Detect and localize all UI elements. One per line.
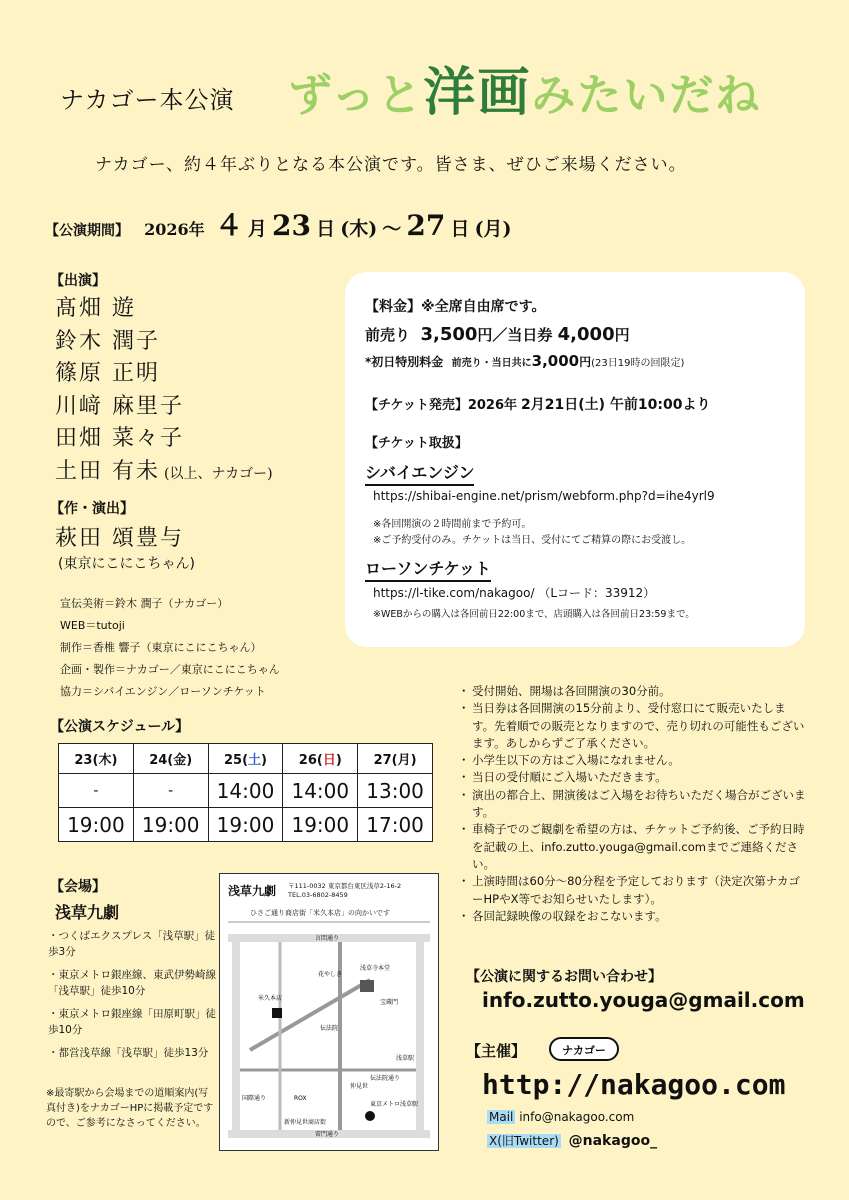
map-heading: 浅草九劇: [228, 884, 277, 898]
period-start-dow: (木): [340, 218, 378, 240]
cast-label: 【出演】: [50, 273, 106, 289]
map-shop-label: 花やしき: [318, 971, 343, 978]
vendor-shibai-engine: シバイエンジン: [365, 460, 474, 486]
map-note: ひさご通り商店街「米久本店」の向かいです: [250, 909, 390, 917]
nakagoo-logo: [548, 1034, 620, 1068]
price-line: 前売り 3,500円／当日券 4,000円: [365, 324, 630, 345]
director-name: 萩田 頌豊与: [55, 526, 184, 551]
schedule-cell: 19:00: [208, 808, 283, 842]
map-station-marker: [365, 1111, 375, 1121]
staff-credits: [60, 593, 280, 703]
staff-credit: 宣伝美術＝鈴木 潤子（ナカゴー）: [60, 597, 229, 610]
period-end-dow: (月): [474, 218, 512, 240]
staff-credit: 企画・製作＝ナカゴー／東京にこにこちゃん: [60, 663, 280, 676]
schedule-day-header: 27(月): [358, 744, 433, 774]
director-label: 【作・演出】: [50, 501, 134, 517]
special-price-line: *初日特別料金 前売り・当日共に3,000円(23日19時の回限定): [365, 352, 685, 370]
map-shop-label: 伝法院通り: [370, 1075, 401, 1082]
schedule-day-header: 26(日): [283, 744, 358, 774]
vendor-note: ※WEBからの購入は各回前日22:00まで、店頭購入は各回前日23:59まで。: [373, 609, 695, 620]
map-road-right-label: 浅草駅: [396, 1055, 415, 1062]
schedule-day-header: 24(金): [133, 744, 208, 774]
cast-member: 川﨑 麻里子: [55, 393, 184, 419]
note-item: ・ 演出の都合上、開演後はご入場をお待ちいただく場合がございます。: [462, 787, 807, 822]
period-end-day: 27: [406, 209, 446, 242]
note-item: ・ 当日の受付順にご入場いただきます。: [462, 769, 807, 786]
title-big2: 画: [477, 63, 532, 123]
note-item: ・ 上演時間は60分～80分程を予定しております（決定次第ナカゴーHPやX等でお知らせいたします）。: [462, 873, 807, 908]
x-row: [487, 1132, 657, 1149]
vendor-lawson-ticket: ローソンチケット: [365, 556, 491, 582]
map-shop-label: 東京メトロ浅草駅: [370, 1101, 419, 1108]
map-shop-label: 米久本店: [258, 995, 283, 1002]
title-big1: 洋: [423, 63, 478, 123]
map-temple-block: [360, 980, 374, 992]
presale-price: 3,500: [420, 324, 478, 345]
mail-label: Mail: [489, 1110, 514, 1124]
period-day-unit-1: 日: [316, 218, 336, 240]
website-link[interactable]: http://nakagoo.com: [482, 1068, 786, 1101]
map-venue-marker: [272, 1008, 282, 1018]
map-address: 〒111-0032 東京都台東区浅草2-16-2 TEL.03-6802-8459: [288, 882, 402, 899]
period-day-unit-2: 日: [450, 218, 470, 240]
cast-note: (以上、ナカゴー): [164, 465, 273, 482]
schedule-row: [59, 774, 433, 808]
svg-text:ナカゴー: ナカゴー: [562, 1044, 606, 1057]
schedule-table: [58, 743, 433, 842]
staff-credit: 制作＝香椎 響子（東京にこにこちゃん）: [60, 641, 262, 654]
contact-email-link[interactable]: info.zutto.youga@gmail.com: [482, 988, 805, 1012]
x-handle-link[interactable]: @nakagoo_: [568, 1133, 658, 1149]
vendor-shibai-engine-link[interactable]: https://shibai-engine.net/prism/webform.php?d=ihe4yrl9: [373, 489, 715, 503]
mail-row: [487, 1110, 634, 1124]
access-item: ・都営浅草線「浅草駅」徒歩13分: [48, 1047, 209, 1059]
special-price: 3,000: [531, 352, 580, 370]
period-month-unit: 月: [247, 218, 267, 240]
cast-member: 篠原 正明: [55, 361, 160, 387]
cast-member: 田畑 菜々子: [55, 426, 184, 452]
note-item: ・ 当日券は各回開演の15分前より、受付窓口にて販売いたします。先着順での販売となりますので、売り切れの可能性もございます。あしからずご了承ください。: [462, 700, 807, 752]
map-road-bottom-label: 雷門通り: [315, 1131, 340, 1138]
note-item: ・ 車椅子でのご観劇を希望の方は、チケットご予約後、ご予約日時を記載の上、info.zutto.youga@gmail.comまでご連絡ください。: [462, 821, 807, 873]
map-road-left: [232, 942, 240, 1130]
schedule-cell: 19:00: [133, 808, 208, 842]
company-subtitle: ナカゴー本公演: [60, 86, 235, 114]
venue-name: 浅草九劇: [55, 903, 120, 922]
price-heading: 【料金】※全席自由席です。: [365, 299, 546, 315]
schedule-cell: 14:00: [208, 774, 283, 808]
schedule-cell: 14:00: [283, 774, 358, 808]
venue-map: [219, 873, 439, 1151]
staff-credit: 協力＝シバイエンジン／ローソンチケット: [60, 685, 266, 698]
map-shop-label: 仲見世: [350, 1083, 369, 1090]
schedule-cell: 19:00: [283, 808, 358, 842]
schedule-cell: -: [133, 774, 208, 808]
note-item: ・ 受付開始、開場は各回開演の30分前。: [462, 683, 807, 700]
ticket-handler-label: 【チケット取扱】: [365, 436, 468, 451]
cast-list: [55, 293, 273, 491]
access-list: [48, 928, 218, 1068]
schedule-header-row: [59, 744, 433, 774]
title-part1: ずっと: [288, 70, 424, 121]
schedule-row: [59, 808, 433, 842]
access-item: ・つくばエクスプレス「浅草駅」徒歩3分: [48, 930, 216, 958]
period-tilde: ～: [382, 218, 402, 240]
logo-icon: [548, 1034, 620, 1064]
schedule-cell: 19:00: [59, 808, 134, 842]
notes-list: [462, 683, 807, 925]
schedule-cell: 13:00: [358, 774, 433, 808]
host-label: 【主催】: [466, 1042, 527, 1060]
director-affiliation: (東京にこにこちゃん): [58, 556, 195, 572]
contact-label: 【公演に関するお問い合わせ】: [466, 969, 662, 985]
note-item: ・ 各回記録映像の収録をおこないます。: [462, 908, 807, 925]
map-road-left-label: 国際通り: [242, 1095, 267, 1102]
mail-link[interactable]: info@nakagoo.com: [519, 1110, 635, 1124]
access-note: ※最寄駅から会場までの道順案内(写真付き)をナカゴーHPに掲載予定ですので、ご参考になさってください。: [46, 1088, 214, 1129]
note-item: ・ 小学生以下の方はご入場になれません。: [462, 752, 807, 769]
x-label: X(旧Twitter): [489, 1134, 559, 1148]
performance-period: [45, 204, 512, 244]
venue-label: 【会場】: [50, 879, 106, 895]
cast-member: 土田 有未 (以上、ナカゴー): [55, 458, 273, 484]
door-price: 4,000: [557, 324, 615, 345]
map-drawing: [220, 920, 438, 1150]
release-date: 2月21日(土) 午前10:00より: [521, 397, 711, 413]
period-month: ４: [214, 209, 243, 242]
map-shop-label: 宝蔵門: [380, 999, 399, 1006]
ticket-release: 【チケット発売】2026年 2月21日(土) 午前10:00より: [365, 397, 711, 413]
vendor-note: ※各回開演の２時間前まで予約可。: [373, 519, 532, 530]
period-year: 2026年: [144, 220, 205, 239]
map-shop-label: 新仲見世商店街: [284, 1119, 327, 1126]
ticket-info-card: [345, 272, 805, 647]
lead-text: ナカゴー、約４年ぶりとなる本公演です。皆さま、ぜひご来場ください。: [95, 155, 687, 175]
schedule-day-header: 25(土): [208, 744, 283, 774]
map-shop-label: ROX: [294, 1095, 307, 1102]
cast-member: 髙畑 遊: [55, 296, 136, 321]
play-title: [288, 50, 761, 125]
period-start-day: 23: [272, 209, 311, 242]
access-item: ・東京メトロ銀座線「田原町駅」徒歩10分: [48, 1008, 216, 1036]
vendor-lawson-ticket-link[interactable]: https://l-tike.com/nakagoo/ （Lコード：33912）: [373, 586, 656, 600]
schedule-cell: -: [59, 774, 134, 808]
map-road-top-label: 言問通り: [315, 935, 340, 942]
map-street: [250, 980, 370, 1050]
cast-member: 鈴木 潤子: [55, 328, 160, 354]
schedule-day-header: 23(木): [59, 744, 134, 774]
map-shop-label: 浅草寺本堂: [360, 965, 391, 972]
access-item: ・東京メトロ銀座線、東武伊勢崎線「浅草駅」徒歩10分: [48, 969, 216, 997]
staff-credit: WEB＝tutoji: [60, 619, 125, 632]
schedule-label: 【公演スケジュール】: [50, 719, 190, 735]
schedule-cell: 17:00: [358, 808, 433, 842]
vendor-note: ※ご予約受付のみ。チケットは当日、受付にてご精算の際にお受渡し。: [373, 535, 692, 546]
period-label: 【公演期間】: [45, 223, 129, 239]
map-shop-label: 伝法院: [320, 1025, 339, 1032]
title-part2: みたいだね: [531, 70, 762, 121]
